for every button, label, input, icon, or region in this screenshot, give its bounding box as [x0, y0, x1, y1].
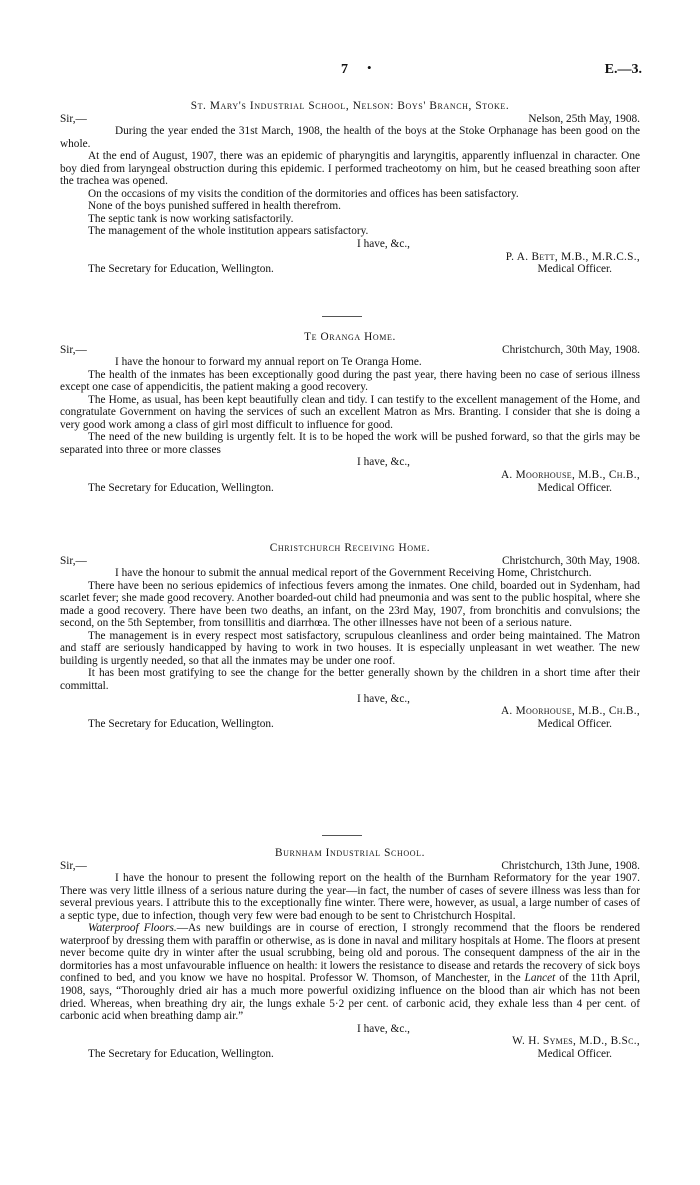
salutation-row: [60, 344, 640, 357]
salutation: Sir,—: [60, 343, 87, 356]
salutation-row: [60, 113, 640, 126]
closing: I have, &c.,: [357, 692, 411, 705]
paragraph: During the year ended the 31st March, 1908, the health of the boys at the Stoke Orphanage has been good on the whole.: [60, 125, 640, 150]
paragraph: The Home, as usual, has been kept beautifully clean and tidy. I can testify to the excellent management of the Home, and congratulate Government on having the services of such an excellent Matron as Mrs. Branting. I consider that she is doing a very good work among a class of girl most difficult to influence for good.: [60, 393, 640, 431]
addressee: The Secretary for Education, Wellington.: [88, 1047, 274, 1060]
page-mark: •: [367, 60, 372, 75]
paragraph: There have been no serious epidemics of infectious fevers among the inmates. One child, boarded out in Sydenham, had scarlet fever; she made good recovery. Another boarded-out child had pneumonia and was sent to the public hospital, where she made a good recovery. There have been two deaths, an infant, on the 23rd May, 1907, from bronchitis and convulsions; the second, on the 5th September, from tonsillitis and diarrhœa. The other illnesses have not been of a serious nature.: [60, 579, 640, 630]
addressee: The Secretary for Education, Wellington.: [88, 717, 274, 730]
report-te-oranga: [60, 331, 640, 494]
signer-row: [60, 469, 640, 482]
report-st-marys: [60, 100, 640, 276]
paragraph: The septic tank is now working satisfactorily.: [88, 212, 294, 225]
paragraph-heading: Waterproof Floors.: [88, 922, 177, 935]
paragraph: On the occasions of my visits the condition of the dormitories and offices has been satisfactory.: [88, 187, 519, 200]
role: Medical Officer.: [537, 481, 612, 494]
paragraph: The health of the inmates has been exceptionally good during the past year, there having been no case of serious illness except one case of appendicitis, the patient making a good recovery.: [60, 368, 640, 394]
role: Medical Officer.: [537, 1047, 612, 1060]
role: Medical Officer.: [537, 263, 612, 276]
signer: P. A. Bett, M.B., M.R.C.S.,: [505, 250, 640, 263]
addressee: The Secretary for Education, Wellington.: [88, 481, 274, 494]
journal-name: Lancet: [524, 972, 556, 985]
addressee: The Secretary for Education, Wellington.: [88, 263, 274, 276]
paragraph-text: —As new buildings are in course of erection, I strongly recommend that the floors be rendered waterproof by dressing them with paraffin or otherwise, as is done in naval and military hospitals at Home. The floors at present never become quite dry in winter after the usual scrubbing, being old and porous. The consequent dampness of the air in the dormitories has a most unfavourable influence on health: it lowers the resistance to disease and retards the recovery of sick boys confined to bed, and you know we have no hospital. Professor W. Thomson, of Manchester, in the: [60, 922, 640, 985]
closing: I have, &c.,: [357, 238, 411, 251]
paragraph: I have the honour to forward my annual report on Te Oranga Home.: [115, 356, 422, 369]
salutation: Sir,—: [60, 859, 87, 872]
paragraph: None of the boys punished suffered in health therefrom.: [88, 200, 341, 213]
paragraph-text: of the 11th April, 1908, says, “Thoroughly dried air has a much more powerful oxidizing influence on the blood than air which has not been dried. Whereas, when breathing dry air, the lungs exhale 5·2 per cent. of carbonic acid, they exhale less than 4 per cent. of carbonic acid when breathing damp air.”: [60, 972, 640, 1023]
section-divider: [322, 316, 362, 317]
signer-row: [60, 1035, 640, 1048]
section-divider: [322, 835, 362, 836]
signer: A. Moorhouse, M.B., Ch.B.,: [500, 469, 640, 482]
addressee-row: [60, 718, 640, 731]
paragraph: I have the honour to submit the annual medical report of the Government Receiving Home, Christchurch.: [115, 567, 592, 580]
closing: I have, &c.,: [357, 1022, 411, 1035]
report-title: Christchurch Receiving Home.: [269, 542, 431, 554]
report-burnham: [60, 847, 640, 1060]
closing: I have, &c.,: [357, 456, 411, 469]
report-title: St. Mary's Industrial School, Nelson: Boys' Branch, Stoke.: [190, 100, 510, 112]
role: Medical Officer.: [537, 717, 612, 730]
paragraph: The management of the whole institution appears satisfactory.: [88, 225, 369, 238]
salutation-row: [60, 555, 640, 568]
paragraph: The management is in every respect most satisfactory, scrupulous cleanliness and order being maintained. The Matron and staff are seriously handicapped by having to work in two houses. It is especially unpleasant in wet weather. The new building is urgently needed, so that all the inmates may be under one roof.: [60, 629, 640, 667]
report-receiving-home: [60, 542, 640, 730]
salutation-row: [60, 860, 640, 873]
place-date: Christchurch, 13th June, 1908.: [501, 859, 640, 872]
signer-row: [60, 251, 640, 264]
page-reference: E.—3.: [604, 62, 642, 77]
paragraph: I have the honour to present the following report on the health of the Burnham Reformatory for the year 1907. There was very little illness of a serious nature during the year—in fact, the number of cases of severe illness was less than for several previous years. I attribute this to the exceptionally fine winter. There were, however, as usual, a large number of cases of a septic type, due to infection, though very few were bad enough to be sent to Christchurch Hospital.: [60, 872, 640, 922]
signer: A. Moorhouse, M.B., Ch.B.,: [500, 705, 640, 718]
place-date: Nelson, 25th May, 1908.: [528, 112, 640, 125]
paragraph: At the end of August, 1907, there was an epidemic of pharyngitis and laryngitis, apparently influenzal in character. One boy died from laryngeal obstruction during this epidemic. I performed tracheotomy on him, but he ceased breathing soon after the trachea was opened.: [60, 150, 640, 188]
addressee-row: [60, 263, 640, 276]
place-date: Christchurch, 30th May, 1908.: [502, 343, 640, 356]
paragraph: The need of the new building is urgently felt. It is to be hoped the work will be pushed forward, so that the girls may be separated into three or more classes: [60, 431, 640, 456]
salutation: Sir,—: [60, 112, 87, 125]
signer: W. H. Symes, M.D., B.Sc.,: [512, 1035, 640, 1048]
signer-row: [60, 705, 640, 718]
paragraph: It has been most gratifying to see the change for the better generally shown by the children in a short time after their committal.: [60, 667, 640, 693]
report-title: Te Oranga Home.: [304, 331, 396, 343]
place-date: Christchurch, 30th May, 1908.: [502, 554, 640, 567]
paragraph-waterproof-floors: [60, 922, 640, 1022]
salutation: Sir,—: [60, 554, 87, 567]
addressee-row: [60, 1048, 640, 1061]
report-title: Burnham Industrial School.: [274, 847, 426, 859]
addressee-row: [60, 482, 640, 495]
page-number: 7: [341, 62, 348, 77]
